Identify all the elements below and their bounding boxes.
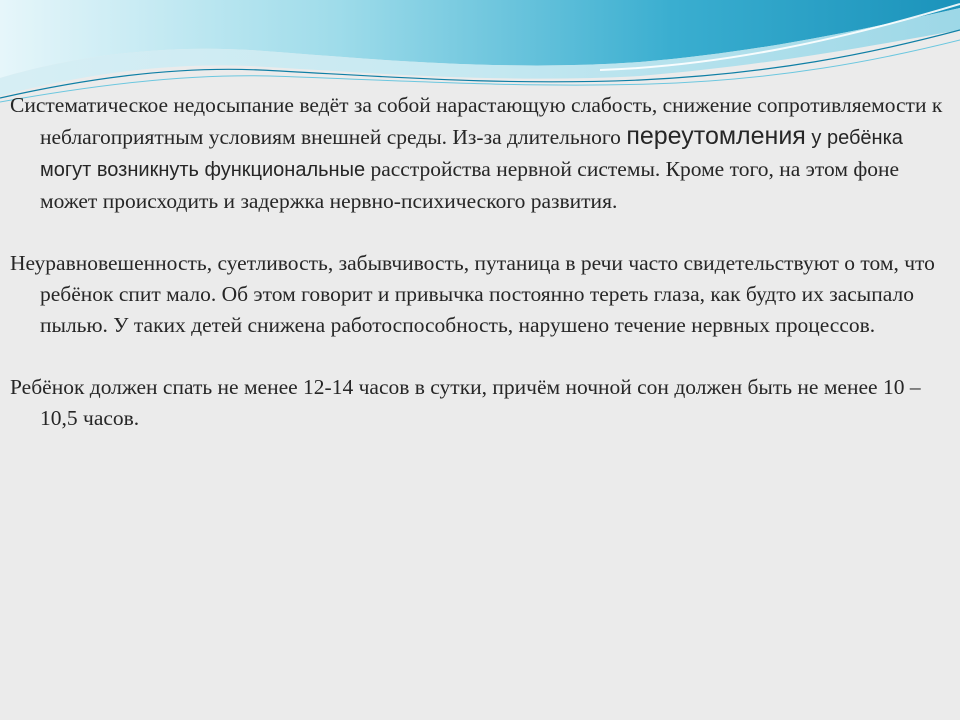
paragraph-1-emphasis: переутомления [626,122,806,150]
paragraph-1-text-end: расстройства нервной системы. Кроме того, на этом фоне может происходить и задержка нервно-психического развития. [40,157,900,213]
paragraph-1-text-start: Систематическое недосыпание ведёт за собой нарастающую слабость, снижение сопротивляемости к неблагоприятным условиям внешней среды. Из-за длительного [10,93,943,149]
slide-body [10,90,950,434]
paragraph-sleep-norm: Ребёнок должен спать не менее 12-14 часов в сутки, причём ночной сон должен быть не менее 10 – 10,5 часов. [10,375,921,430]
paragraph-sleep-deprivation [10,90,950,217]
paragraph-symptoms: Неуравновешенность, суетливость, забывчивость, путаница в речи часто свидетельствуют о том, что ребёнок спит мало. Об этом говорит и привычка постоянно тереть глаза, как будто их засыпало пылью. У таких детей снижена работоспособность, нарушено течение нервных процессов. [10,251,935,337]
paragraph-1-text-middle: у ребёнка могут возникнуть функциональные [40,127,903,181]
